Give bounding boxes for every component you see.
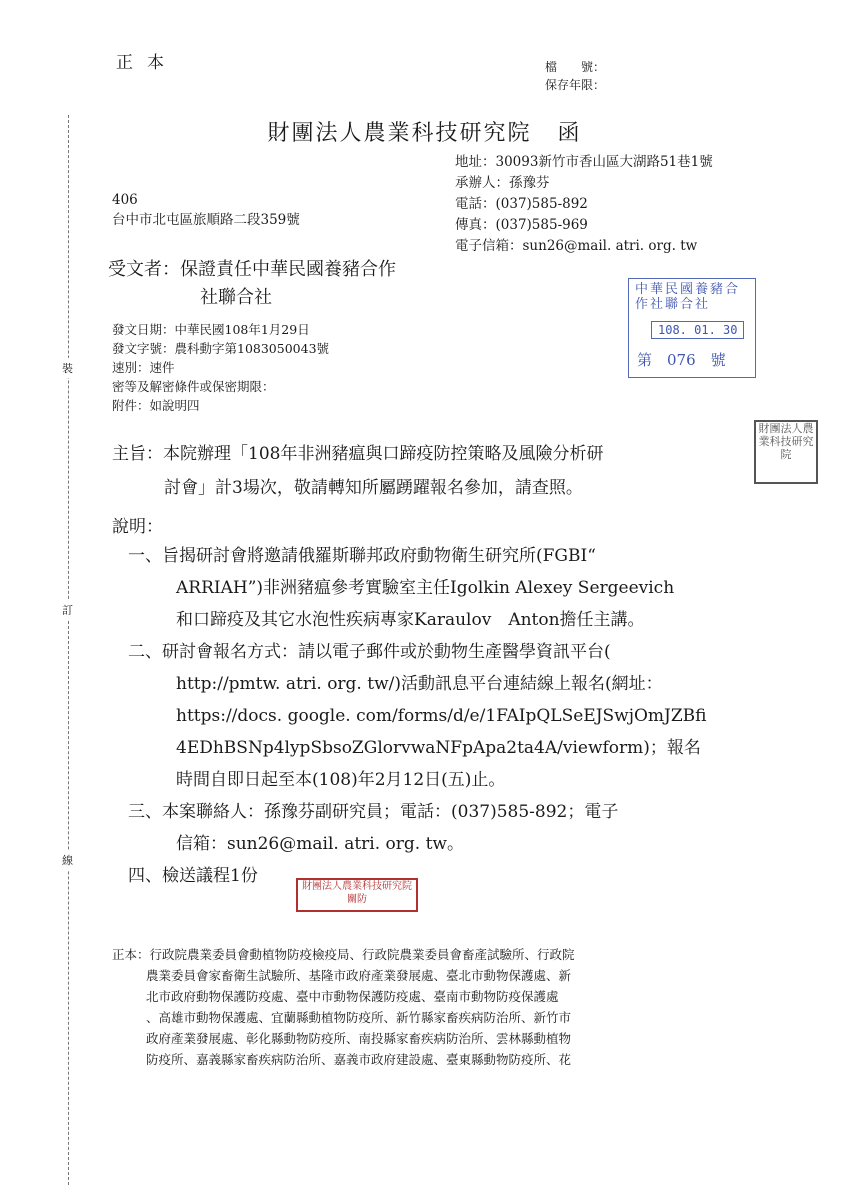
item-2-line-4: 4EDhBSNp4lypSbsoZGlorvwaNFpApa2ta4A/viewform)；報名 <box>176 738 701 758</box>
recipient <box>108 256 396 312</box>
received-stamp-date: 108. 01. 30 <box>651 321 744 339</box>
sender-phone: 電話：(037)585-892 <box>455 196 588 212</box>
explanation-label: 說明： <box>112 517 163 537</box>
secrecy-level: 密等及解密條件或保密期限： <box>112 379 275 394</box>
item-1-line-3: 和口蹄疫及其它水泡性疾病專家Karaulov Anton擔任主講。 <box>176 610 645 630</box>
subject-line-1: 主旨：本院辦理「108年非洲豬瘟與口蹄疫防控策略及風險分析研 <box>112 444 604 464</box>
document-type: 函 <box>557 121 582 146</box>
issuing-organization: 財團法人農業科技研究院 <box>267 121 532 146</box>
reference-number: 發文字號：農科動字第1083050043號 <box>112 341 330 356</box>
cc-line-5: 政府產業發展處、彰化縣動物防疫所、南投縣家畜疾病防治所、雲林縣動植物 <box>146 1031 572 1046</box>
official-seal-small <box>296 878 418 912</box>
received-stamp-org: 中華民國養豬合作社聯合社 <box>635 282 741 312</box>
document-title <box>0 116 849 147</box>
item-1-line-1: 一、旨揭研討會將邀請俄羅斯聯邦政府動物衛生研究所(FGBI“ <box>128 546 596 566</box>
recipient-street: 台中市北屯區旅順路二段359號 <box>112 212 300 228</box>
issue-date: 發文日期：中華民國108年1月29日 <box>112 322 310 337</box>
cc-line-4: 、高雄市動物保護處、宜蘭縣動植物防疫所、新竹縣家畜疾病防治所、新竹市 <box>146 1010 572 1025</box>
binding-mark-middle: 訂 <box>62 600 73 620</box>
cc-line-1: 正本：行政院農業委員會動植物防疫檢疫局、行政院農業委員會畜產試驗所、行政院 <box>112 947 575 962</box>
sender-fax: 傳真：(037)585-969 <box>455 217 588 233</box>
sender-email: 電子信箱：sun26@mail. atri. org. tw <box>455 238 698 254</box>
seal-large-text: 財團法人農業科技研究院 <box>758 422 814 461</box>
document-meta <box>112 320 329 415</box>
seal-small-text: 財團法人農業科技研究院關防 <box>302 881 412 905</box>
sender-handler: 承辦人：孫豫芬 <box>455 175 550 191</box>
subject <box>112 437 603 505</box>
item-2-line-2: http://pmtw. atri. org. tw/)活動訊息平台連結線上報名(網址： <box>176 674 663 694</box>
subject-line-2: 討會」計3場次，敬請轉知所屬踴躍報名參加，請查照。 <box>164 478 583 498</box>
sender-address: 地址：30093新竹市香山區大湖路51巷1號 <box>455 154 713 170</box>
item-3-line-2: 信箱：sun26@mail. atri. org. tw。 <box>176 834 464 854</box>
item-2-line-5: 時間自即日起至本(108)年2月12日(五)止。 <box>176 770 506 790</box>
binding-mark-top: 裝 <box>62 358 73 378</box>
recipient-line-1: 受文者：保證責任中華民國養豬合作 <box>108 259 396 280</box>
sender-info <box>455 152 713 257</box>
item-2-line-3: https://docs. google. com/forms/d/e/1FAIpQLSeEJSwjOmJZBfi <box>176 706 707 726</box>
recipient-line-2: 社聯合社 <box>200 287 272 308</box>
delivery-speed: 速別：速件 <box>112 360 175 375</box>
received-stamp-number: 第 076 號 <box>637 351 726 369</box>
attachment-note: 附件：如說明四 <box>112 398 200 413</box>
item-2-line-1: 二、研討會報名方式：請以電子郵件或於動物生產醫學資訊平台( <box>128 642 611 662</box>
postal-code: 406 <box>112 192 138 208</box>
item-4-line-1: 四、檢送議程1份 <box>128 866 258 886</box>
file-reference-block <box>545 58 605 94</box>
item-1-line-2: ARRIAH”)非洲豬瘟參考實驗室主任Igolkin Alexey Sergeevich <box>176 578 675 598</box>
official-seal-large <box>754 420 818 484</box>
binding-mark-bottom: 線 <box>62 850 73 870</box>
cc-line-2: 農業委員會家畜衛生試驗所、基隆市政府產業發展處、臺北市動物保護處、新 <box>146 968 572 983</box>
explanation-items <box>128 540 707 892</box>
binding-line <box>68 115 69 1185</box>
cc-line-3: 北市政府動物保護防疫處、臺中市動物保護防疫處、臺南市動物防疫保護處 <box>146 989 559 1004</box>
cc-line-6: 防疫所、嘉義縣家畜疾病防治所、嘉義市政府建設處、臺東縣動物防疫所、花 <box>146 1052 572 1067</box>
retention-period-label: 保存年限： <box>545 78 606 92</box>
received-stamp <box>628 278 756 378</box>
copy-label: 正本 <box>116 53 178 73</box>
recipient-address <box>112 190 300 230</box>
item-3-line-1: 三、本案聯絡人：孫豫芬副研究員；電話：(037)585-892；電子 <box>128 802 619 822</box>
cc-list <box>112 944 575 1070</box>
file-number-label: 檔 號： <box>545 60 606 74</box>
